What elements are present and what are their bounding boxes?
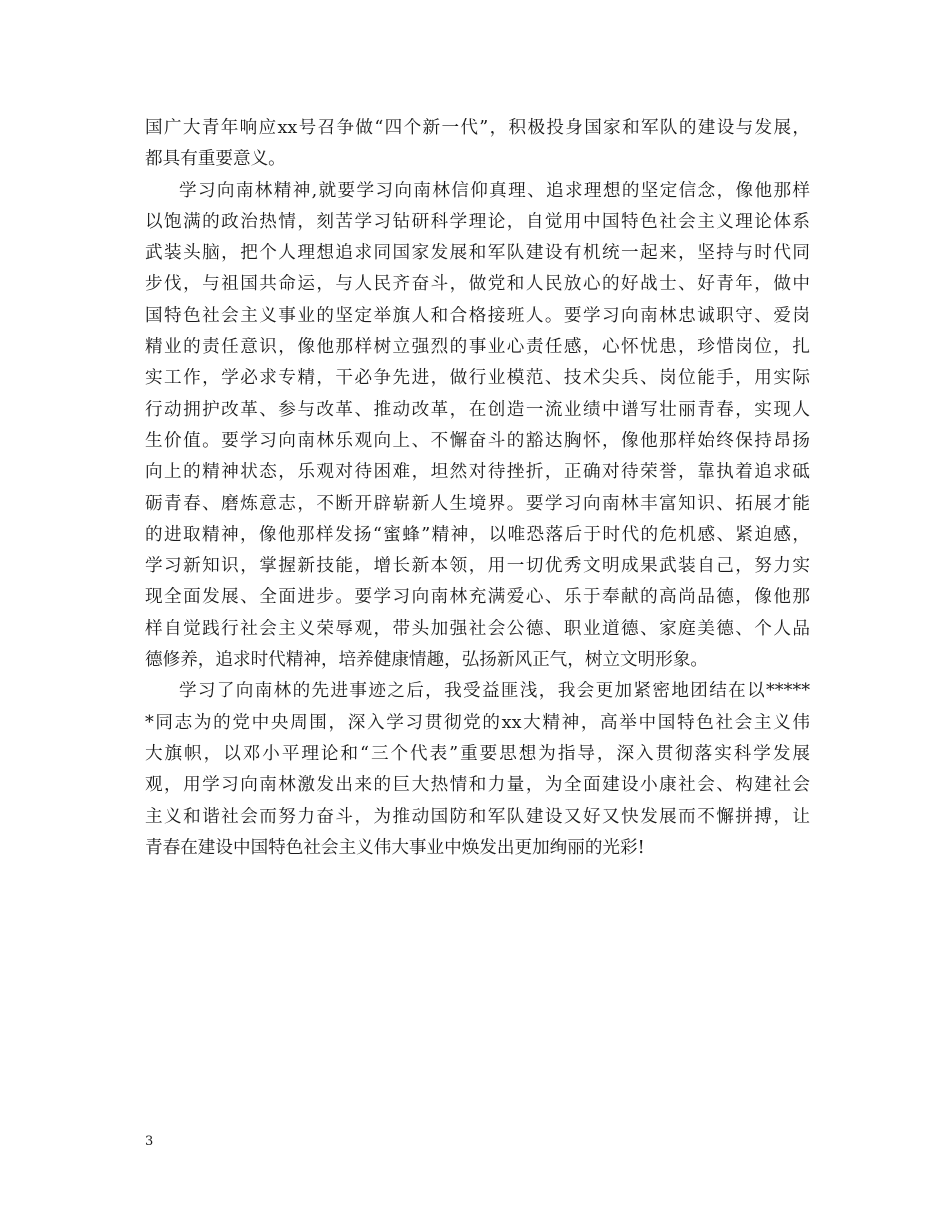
text-line: 主义和谐社会而努力奋斗，为推动国防和军队建设又好又快发展而不懈拼搏，让 — [145, 806, 810, 827]
text-line: 都具有重要意义。 — [145, 149, 286, 170]
text-line: 武装头脑，把个人理想追求同国家发展和军队建设有机统一起来，坚持与时代同 — [145, 243, 810, 264]
text-line: 精业的责任意识，像他那样树立强烈的事业心责任感，心怀忧患，珍惜岗位，扎 — [145, 337, 810, 358]
text-line: 学习新知识，掌握新技能，增长新本领，用一切优秀文明成果武装自己，努力实 — [145, 556, 810, 577]
text-line: 现全面发展、全面进步。要学习向南林充满爱心、乐于奉献的高尚品德，像他那 — [145, 587, 810, 608]
text-line: 德修养，追求时代精神，培养健康情趣，弘扬新风正气，树立文明形象。 — [145, 650, 709, 671]
text-line: 大旗帜，以邓小平理论和“三个代表”重要思想为指导，深入贯彻落实科学发展 — [145, 743, 810, 764]
text-line: 学习了向南林的先进事迹之后，我受益匪浅，我会更加紧密地团结在以***** — [179, 681, 810, 702]
text-line: 国广大青年响应xx号召争做“四个新一代”，积极投身国家和军队的建设与发展， — [145, 118, 810, 138]
text-line: 的进取精神，像他那样发扬“蜜蜂”精神，以唯恐落后于时代的危机感、紧迫感， — [145, 524, 810, 545]
text-line: 行动拥护改革、参与改革、推动改革，在创造一流业绩中谱写壮丽青春，实现人 — [145, 399, 810, 420]
text-line: 学习向南林精神,就要学习向南林信仰真理、追求理想的坚定信念，像他那样 — [179, 180, 810, 201]
page-number: 3 — [145, 1134, 154, 1149]
text-line: *同志为的党中央周围，深入学习贯彻党的xx大精神，高举中国特色社会主义伟 — [145, 712, 810, 733]
text-line: 青春在建设中国特色社会主义伟大事业中焕发出更加绚丽的光彩! — [145, 837, 645, 858]
text-line: 实工作，学必求专精，干必争先进，做行业模范、技术尖兵、岗位能手，用实际 — [145, 368, 810, 389]
text-line: 向上的精神状态，乐观对待困难，坦然对待挫折，正确对待荣誉，靠执着追求砥 — [145, 462, 810, 483]
text-line: 生价值。要学习向南林乐观向上、不懈奋斗的豁达胸怀，像他那样始终保持昂扬 — [145, 430, 810, 451]
text-line: 砺青春、磨炼意志，不断开辟崭新人生境界。要学习向南林丰富知识、拓展才能 — [145, 493, 810, 514]
text-line: 国特色社会主义事业的坚定举旗人和合格接班人。要学习向南林忠诚职守、爱岗 — [145, 305, 810, 326]
text-line: 步伐，与祖国共命运，与人民齐奋斗，做党和人民放心的好战士、好青年，做中 — [145, 274, 810, 295]
text-line: 观，用学习向南林激发出来的巨大热情和力量，为全面建设小康社会、构建社会 — [145, 775, 810, 796]
text-line: 样自觉践行社会主义荣辱观，带头加强社会公德、职业道德、家庭美德、个人品 — [145, 618, 810, 639]
body-text — [145, 113, 810, 864]
text-line: 以饱满的政治热情，刻苦学习钻研科学理论，自觉用中国特色社会主义理论体系 — [145, 211, 810, 232]
